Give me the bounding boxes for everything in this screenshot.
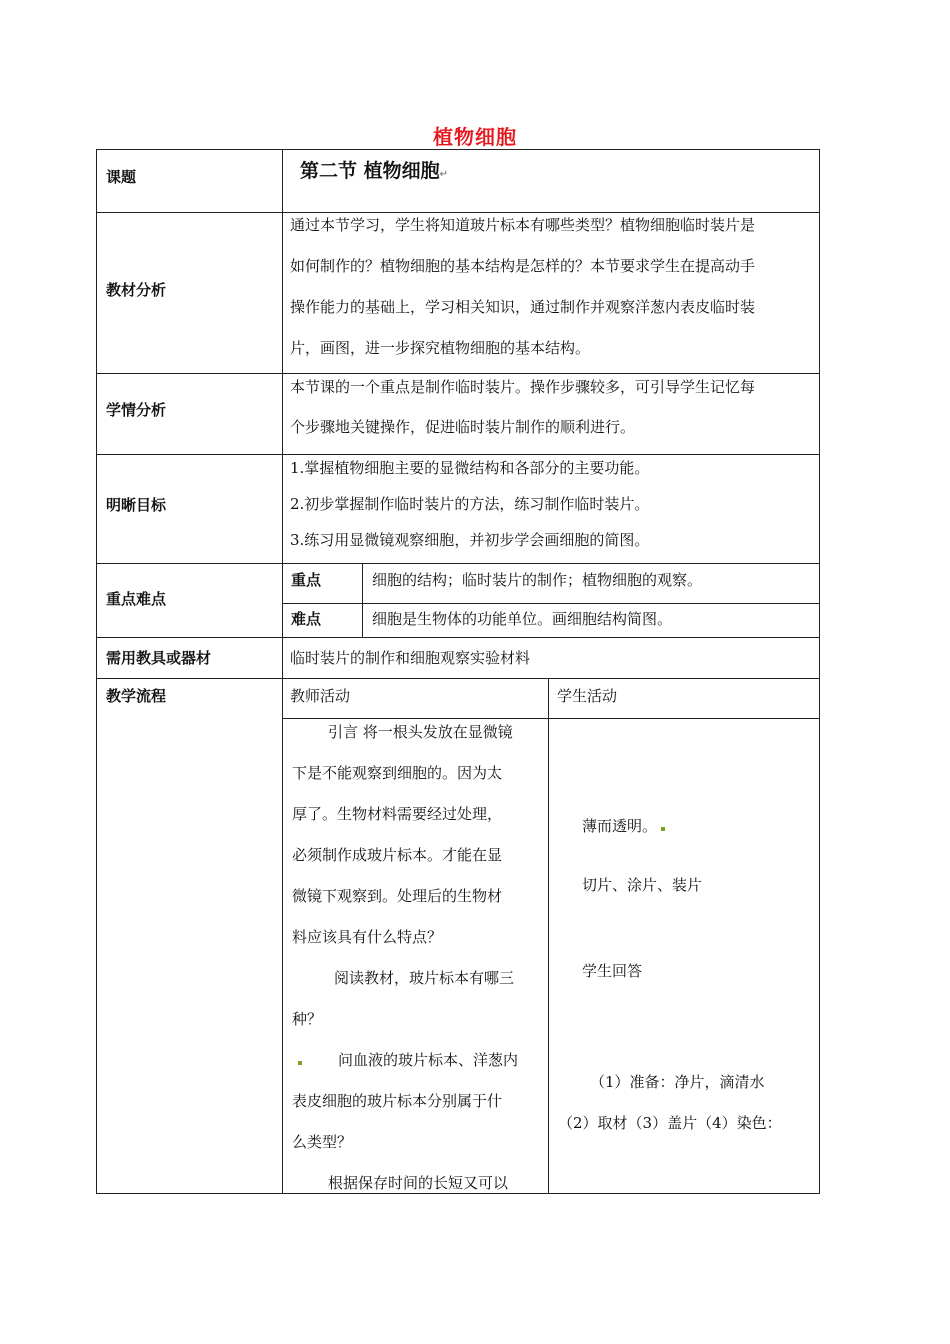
objective-item: 2.初步掌握制作临时装片的方法，练习制作临时装片。 [290,495,650,513]
text-line: 下是不能观察到细胞的。因为太 [292,764,503,782]
student-answer: 学生回答 [582,962,643,980]
text-line: 么类型？ [292,1133,353,1151]
teacher-activity-text [292,712,542,1204]
document-title: 植物细胞 [433,125,517,149]
column-divider [548,678,549,1194]
text-line: 根据保存时间的长短又可以 [328,1174,509,1192]
difficulty-label: 难点 [291,610,322,628]
student-activity-header: 学生活动 [557,687,618,705]
text-line: 个步骤地关键操作，促进临时装片制作的顺利进行。 [290,418,636,436]
text-line: 表皮细胞的玻片标本分别属于什 [292,1092,503,1110]
key-point-value: 细胞的结构；临时装片的制作；植物细胞的观察。 [372,571,703,589]
objectives-list [290,450,815,558]
student-answer: 薄而透明。 [582,815,665,836]
difficulty-value: 细胞是生物体的功能单位。画细胞结构简图。 [372,610,673,628]
text-line: 问血液的玻片标本、洋葱内 [292,1040,542,1081]
key-point-label: 重点 [291,571,322,589]
student-answer: （2）取材（3）盖片（4）染色： [558,1114,782,1132]
text-line: 阅读教材，玻片标本有哪三 [334,969,515,987]
text-line: 片，画图，进一步探究植物细胞的基本结构。 [290,339,591,357]
text-line: 操作能力的基础上，学习相关知识，通过制作并观察洋葱内表皮临时装 [290,298,756,316]
text-line: 引言 将一根头发放在显微镜 [328,723,513,741]
materials-value: 临时装片的制作和细胞观察实验材料 [290,649,531,667]
column-divider [362,563,363,637]
text-line: 种？ [292,1010,323,1028]
text-line: 必须制作成玻片标本。才能在显 [292,846,503,864]
marker-dot-icon [298,1061,302,1065]
process-label: 教学流程 [106,687,167,705]
student-answer: （1）准备：净片，滴清水 [590,1073,765,1091]
text-line: 微镜下观察到。处理后的生物材 [292,887,503,905]
objective-item: 1.掌握植物细胞主要的显微结构和各部分的主要功能。 [290,459,650,477]
row-divider [96,563,820,564]
materials-label: 需用教具或器材 [106,649,212,667]
learner-analysis-label: 学情分析 [106,401,167,419]
objective-item: 3.练习用显微镜观察细胞，并初步学会画细胞的简图。 [290,531,650,549]
lesson-title: 第二节 植物细胞↵ [300,160,449,182]
student-answer: 切片、涂片、装片 [582,876,703,894]
text-line: 本节课的一个重点是制作临时装片。操作步骤较多，可引导学生记忆每 [290,378,756,396]
paragraph-mark-icon: ↵ [439,169,449,180]
text-line: 如何制作的？植物细胞的基本结构是怎样的？本节要求学生在提高动手 [290,257,756,275]
material-analysis-text [290,205,815,369]
marker-dot-icon [661,827,665,831]
text-line: 通过本节学习，学生将知道玻片标本有哪些类型？植物细胞临时装片是 [290,216,756,234]
learner-analysis-text [290,367,815,447]
teacher-activity-header: 教师活动 [290,687,351,705]
key-points-label: 重点难点 [106,590,167,608]
material-analysis-label: 教材分析 [106,281,167,299]
objectives-label: 明晰目标 [106,496,167,514]
row-divider [96,678,820,679]
text-line: 料应该具有什么特点？ [292,928,443,946]
row-divider [96,637,820,638]
column-divider [282,149,283,1194]
topic-label: 课题 [106,168,137,186]
text-line: 厚了。生物材料需要经过处理， [292,805,503,823]
